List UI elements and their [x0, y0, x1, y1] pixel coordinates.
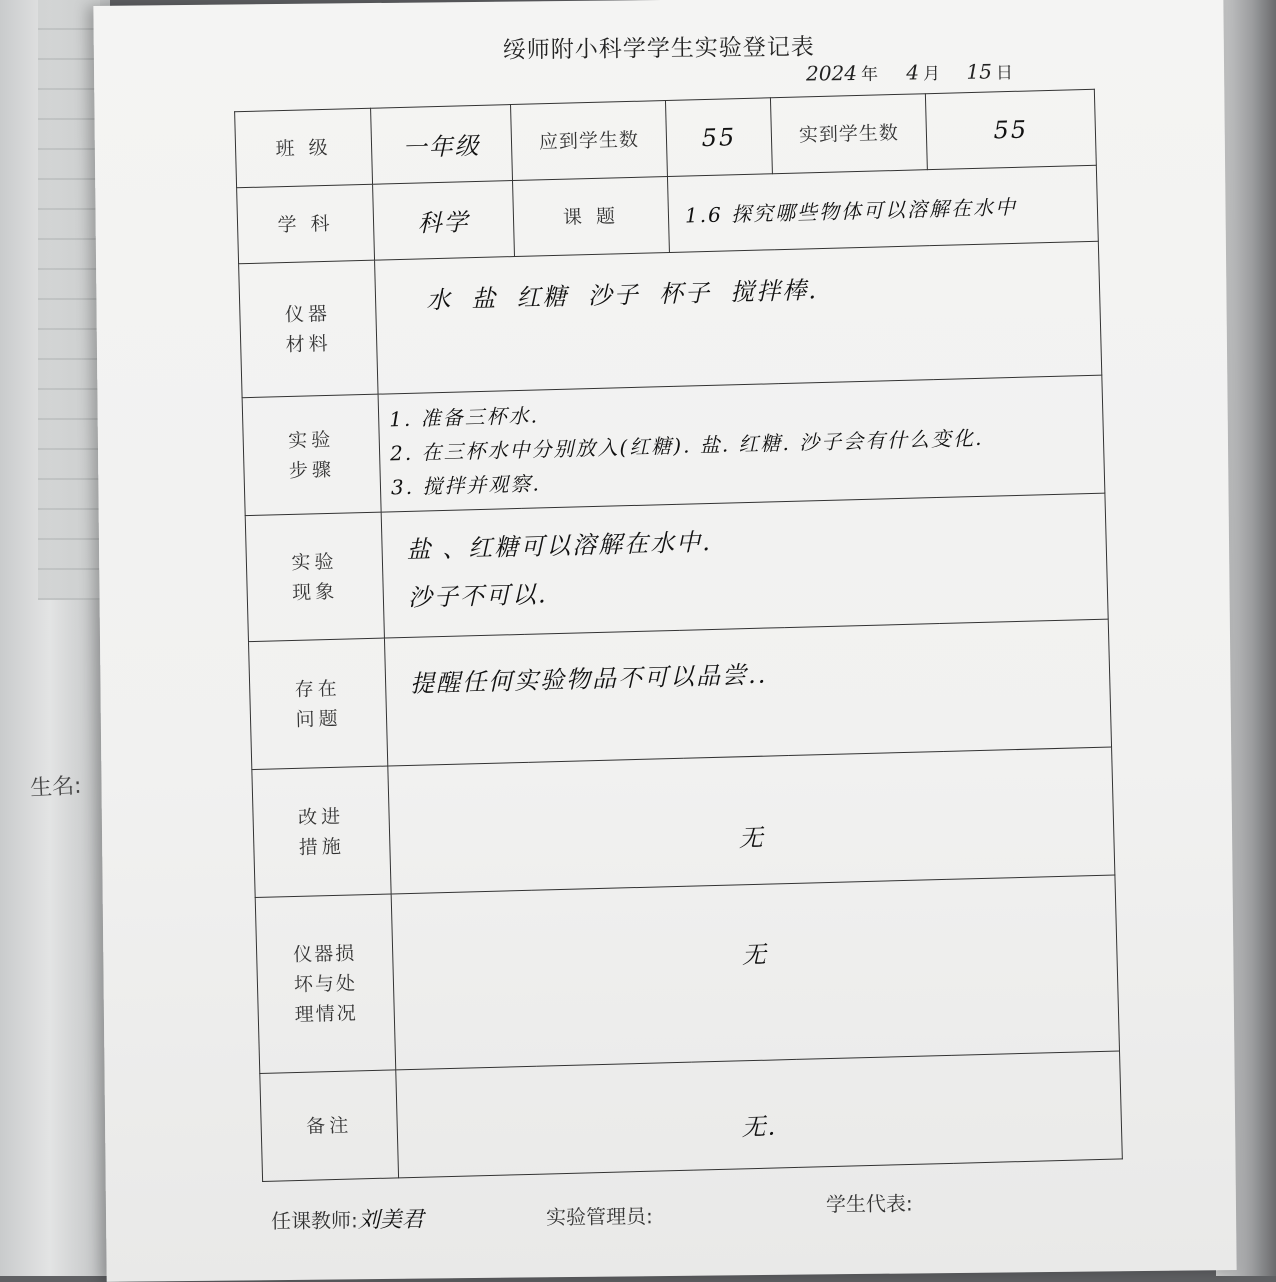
step-item-2: 2. 在三杯水中分别放入(红糖). 盐. 红糖. 沙子会有什么变化.: [389, 425, 984, 465]
problems-label: [248, 638, 387, 770]
phenomenon-label-line2: 现象: [291, 580, 339, 604]
form-date: [806, 58, 1017, 85]
actual-count-label: 实到学生数: [770, 94, 927, 174]
row-measures: [252, 747, 1115, 897]
materials-cell: [375, 241, 1102, 394]
damage-value: 无: [391, 875, 1119, 1070]
date-year-unit: 年: [860, 64, 879, 85]
expected-count-label: 应到学生数: [511, 101, 668, 181]
steps-label-line2: 步骤: [288, 458, 336, 482]
teacher-signature-field: [271, 1203, 424, 1236]
measures-label: [252, 766, 391, 898]
row-materials: [239, 241, 1102, 397]
materials-label-line2: 材料: [285, 332, 332, 356]
subject-label: 学 科: [237, 184, 375, 264]
materials-label: [239, 260, 378, 398]
steps-cell: [378, 375, 1105, 512]
date-day: 15: [966, 59, 993, 84]
teacher-label: 任课教师:: [270, 1208, 358, 1234]
damage-label: [255, 894, 396, 1073]
class-label: 班 级: [235, 108, 373, 188]
materials-value: 水 盐 红糖 沙子 杯子 搅拌棒.: [425, 276, 819, 315]
materials-label-line1: 仪器: [284, 302, 332, 326]
measures-label-line2: 措施: [298, 835, 346, 859]
form-title: 绥师附小科学学生实验登记表: [502, 34, 815, 64]
date-month: 4: [906, 60, 920, 85]
phenomenon-label: [245, 512, 384, 642]
signature-footer: [270, 1191, 1091, 1234]
damage-label-line3: 理情况: [294, 1001, 359, 1026]
measures-value: 无: [388, 747, 1115, 894]
phenomenon-label-line1: 实验: [291, 550, 338, 574]
phenomenon-item-2: 沙子不可以.: [407, 580, 548, 612]
damage-label-line1: 仪器损: [292, 941, 357, 966]
expected-count-value: 55: [665, 98, 772, 177]
actual-count-value: 55: [925, 89, 1096, 169]
date-day-unit: 日: [995, 63, 1014, 84]
steps-label: [242, 394, 381, 516]
background-paper-stack: [38, 0, 100, 600]
phenomenon-cell: [381, 493, 1108, 638]
step-item-3: 3. 搅拌并观察.: [390, 470, 542, 499]
registration-sheet: [93, 0, 1236, 1282]
damage-label-line2: 坏与处: [293, 971, 358, 996]
row-steps: [242, 375, 1105, 515]
steps-list: [379, 379, 1105, 508]
step-item-1: 1. 准备三杯水.: [388, 402, 540, 431]
measures-label-line1: 改进: [297, 805, 345, 829]
row-damage: [255, 875, 1119, 1073]
row-phenomenon: [245, 493, 1108, 641]
problems-value: 提醒任何实验物品不可以品尝..: [409, 660, 768, 698]
problems-cell: [384, 619, 1111, 766]
registration-table: [234, 89, 1123, 1182]
steps-label-line1: 实验: [287, 428, 335, 452]
teacher-signature: 刘美君: [357, 1207, 424, 1234]
class-value: 一年级: [371, 105, 513, 185]
admin-label: 实验管理员:: [545, 1204, 653, 1230]
problems-label-line2: 问题: [295, 707, 342, 731]
date-month-unit: 月: [923, 64, 941, 85]
topic-label: 课 题: [513, 176, 670, 256]
remarks-value: 无.: [396, 1051, 1123, 1178]
date-year: 2024: [805, 60, 858, 86]
student-rep-label: 学生代表:: [825, 1191, 913, 1217]
row-remarks: [260, 1051, 1123, 1181]
subject-value: 科学: [373, 181, 515, 261]
background-name-tag: 生名:: [29, 773, 83, 802]
remarks-label: 备注: [260, 1070, 399, 1182]
phenomenon-list: [382, 494, 1108, 637]
topic-value: 1.6 探究哪些物体可以溶解在水中: [667, 165, 1098, 252]
row-problems: [248, 619, 1111, 769]
phenomenon-item-1: 盐 、红糖可以溶解在水中.: [406, 527, 713, 564]
problems-label-line1: 存在: [294, 677, 342, 701]
